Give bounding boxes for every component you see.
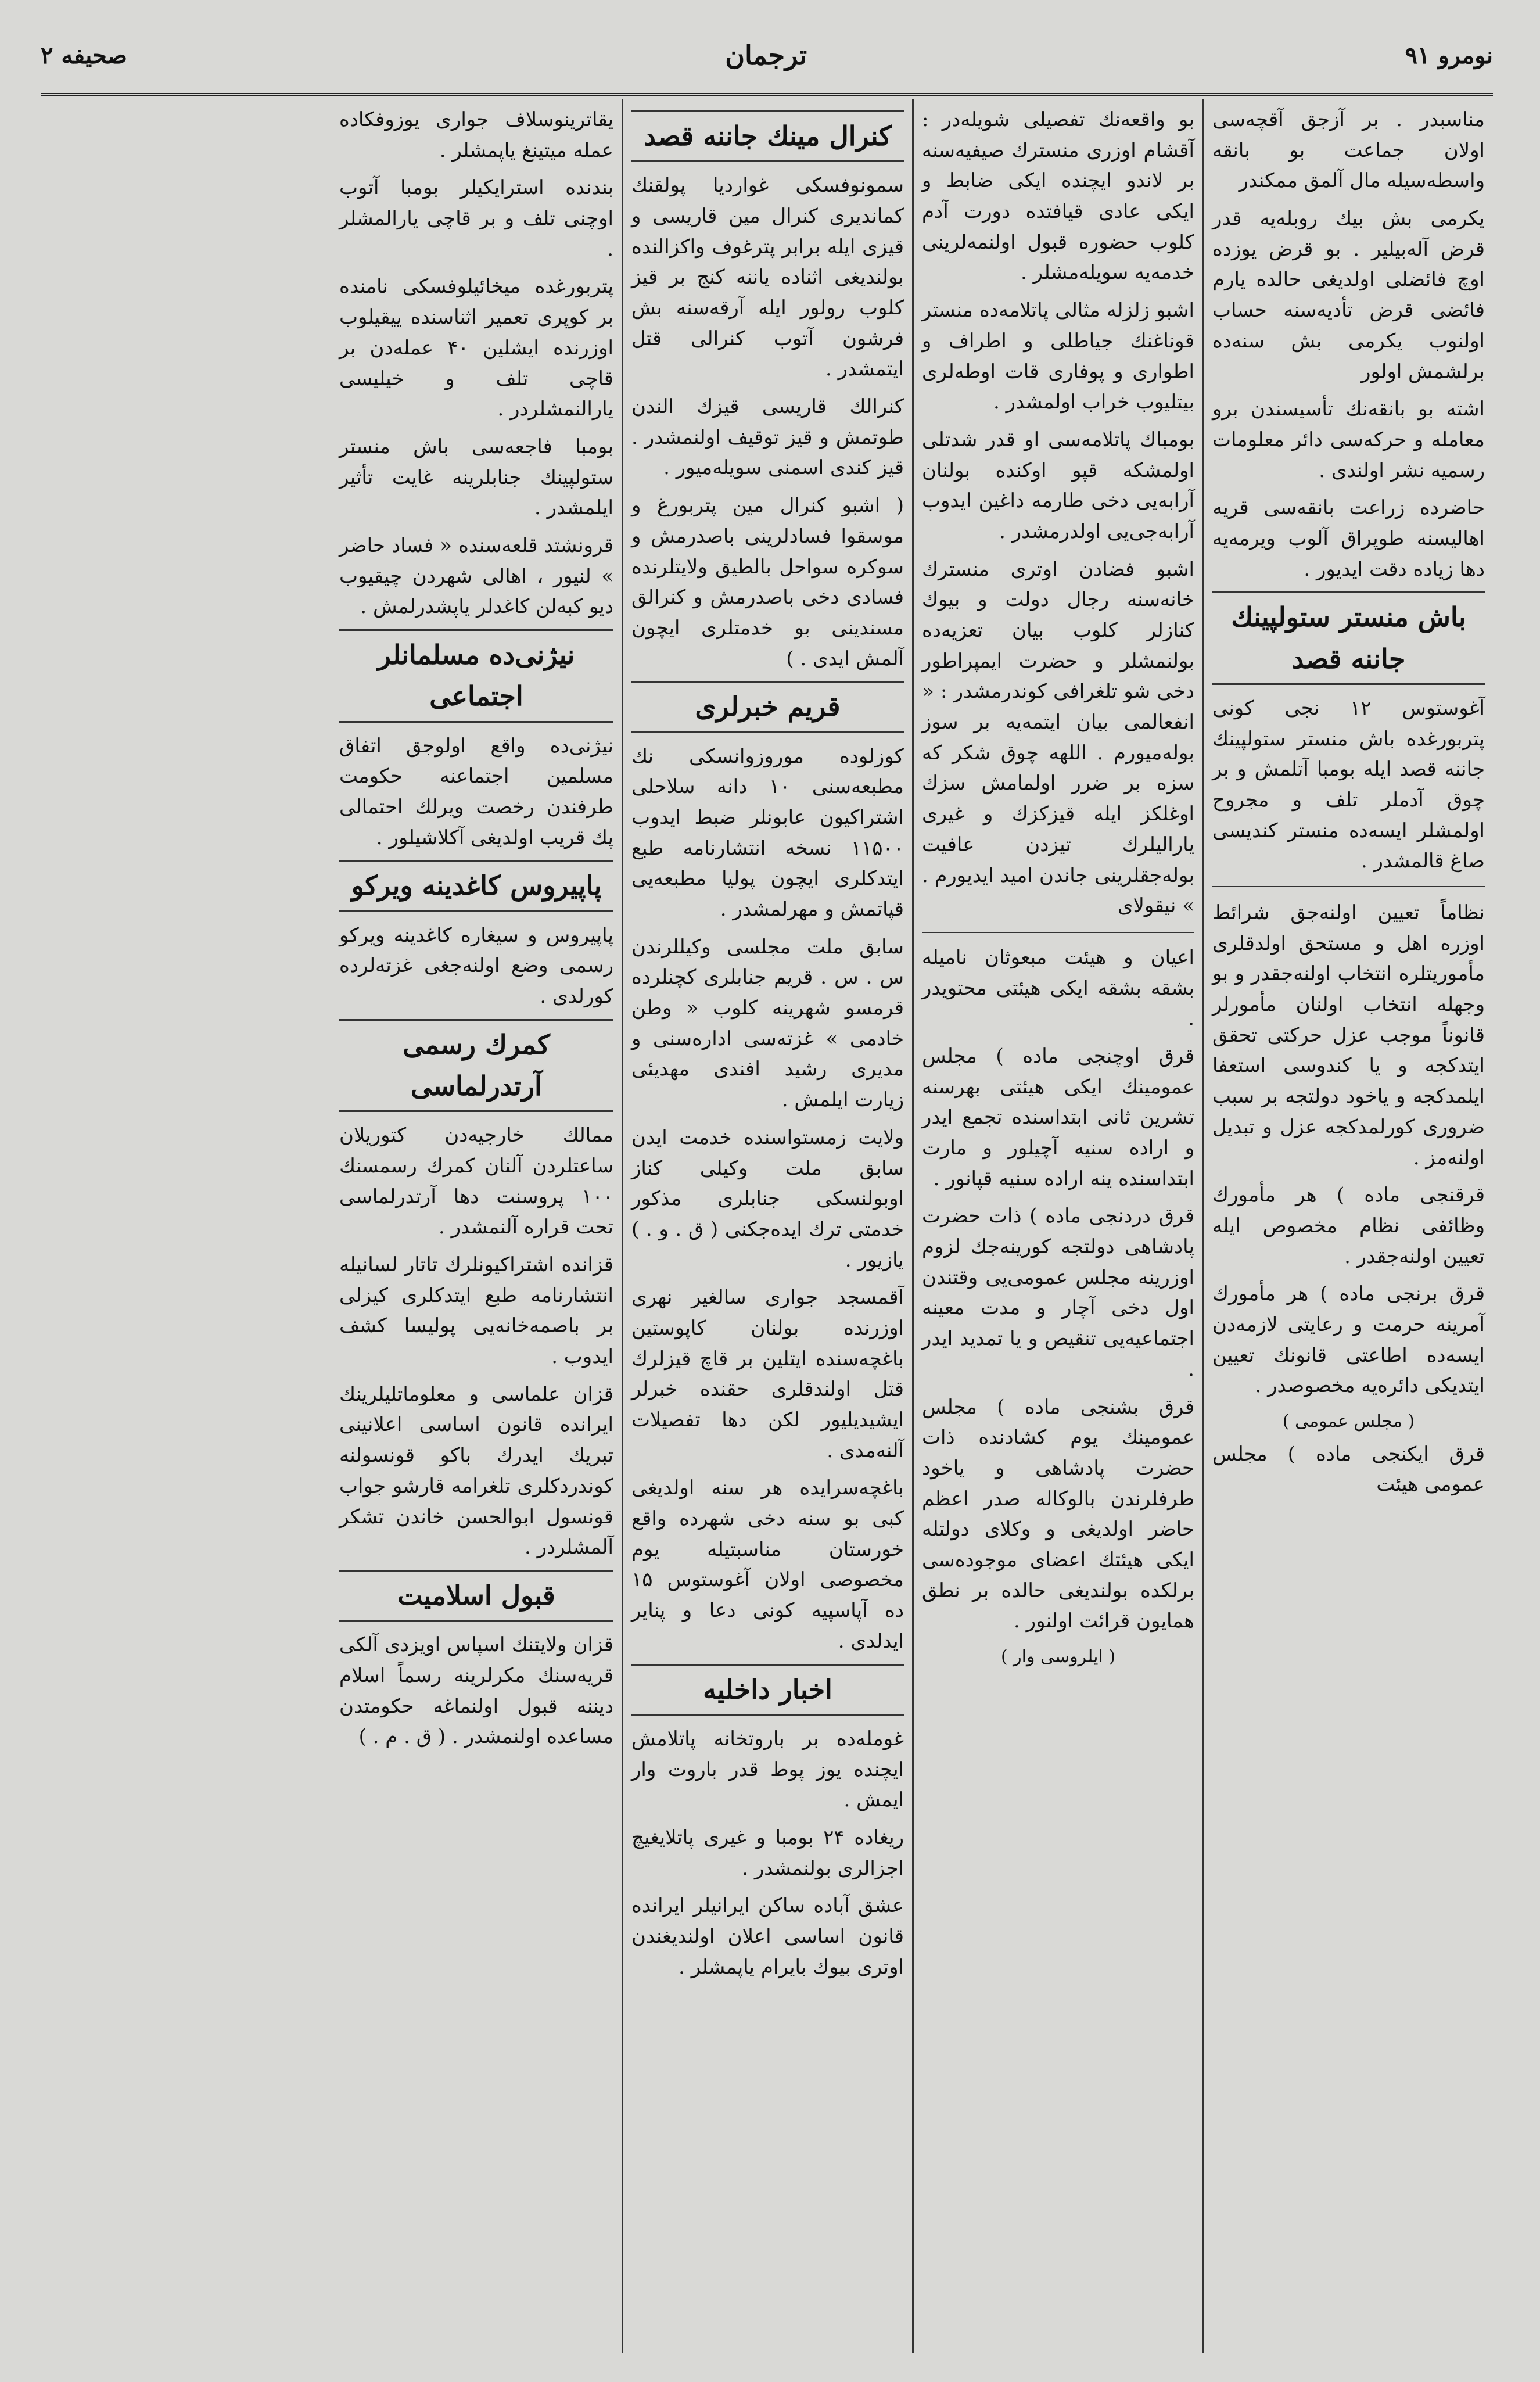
paragraph: ولایت زمستواسنده خدمت ایدن سابق ملت وکیلی کناز اوبولنسکی جنابلری مذکور خدمتی ترك ایده‌جکنی ( ق . و . ) یازیور .	[631, 1125, 904, 1272]
paragraph: اعیان و هیئت مبعوثان نامیله بشقه بشقه ایکی هیئتی محتویدر .	[922, 945, 1194, 1031]
paragraph: قرق ایکنجی ماده ) مجلس عمومی هیئت	[1212, 1442, 1485, 1497]
paragraph: نظاماً تعیین اولنه‌جق شرائط اوزره اهل و مستحق اولدقلری مأموریتلره انتخاب اولنه‌جقدر و بو وجهله انتخاب اولنان مأمورلر قانوناً موجب عزل حرکتی تحقق ایتدکجه و یا کندوسی استعفا ایلمدکجه و یاخود دولتجه بر سبب ضروری کورلمدکجه عزل و تبدیل اولنه‌مز .	[1212, 901, 1485, 1170]
paragraph: کوزلوده موروزوانسکی نك مطبعه‌سنی ۱۰ دانه سلاحلی اشتراکیون عابونلر ضبط ایدوب ۱۱۵۰۰ نسخه انتشارنامه طبع ایتدکلری ایچون پولیا مطبعه‌یی قپاتمش و مهرلمشدر .	[631, 744, 904, 921]
paragraph: قرونشتد قلعه‌سنده « فساد حاضر » لنیور ، اهالی شهردن چیقیوب دیو کبه‌لن کاغدلر یاپشدرلمش .	[339, 533, 613, 619]
paragraph: کنرالك قاریسی قیزك الندن طوتمش و قیز توقیف اولنمشدر . قیز کندی اسمنی سویله‌میور .	[631, 395, 904, 480]
paragraph: قرق بشنجی ماده ) مجلس عمومینك یوم کشادنده ذات حضرت پادشاهی و یاخود طرفلرندن بالوکاله صدر اعظم حاضر اولدیغی و وکلای دولتله ایکی هیئتك اعضای موجوده‌سی برلکده بولندیغی حالده بر نطق همایون قرائت اولنور .	[922, 1395, 1194, 1633]
paragraph: قرقنجی ماده ) هر مأمورك وظائفی نظام مخصوص ایله تعیین اولنه‌جقدر .	[1212, 1183, 1485, 1268]
page-number: صحیفه ۲	[41, 41, 127, 69]
paragraph: بومبا فاجعه‌سی باش منستر ستولپینك جنابلرینه غایت تأثیر ایلمشدر .	[339, 435, 613, 520]
divider	[922, 931, 1194, 933]
paragraph: سمونوفسکی غواردیا پولقنك کماندیری کنرال مین قاریسی و قیزی ایله برابر پترغوف واکزالنده بولندیغی اثناده یاننه کنج بر قیز کلوب رولور ایله آرقه‌سنه بش فرشون آتوب کنرالی قتل ایتمشدر .	[631, 174, 904, 381]
paragraph: آغوستوس ۱۲ نجی کونی پتربورغده باش منستر ستولپینك جاننه قصد ایله بومبا آتلمش و بر چوق آدملر تلف و مجروح اولمشلر ایسه‌ده منستر کندیسی صاغ قالمشدر .	[1212, 696, 1485, 873]
paragraph: قرق اوچنجی ماده ) مجلس عمومینك ایکی هیئتی بهرسنه تشرین ثانی ابتداسنده تجمع ایدر و اراده سنیه آچیلور و مارت ابتداسنده ینه اراده سنیه قپانور .	[922, 1044, 1194, 1190]
paragraph: قزانده اشتراکیونلرك تاتار لسانیله انتشارنامه طبع ایتدکلری کیزلی بر باصمه‌خانه‌یی پولیسا کشف ایدوب .	[339, 1253, 613, 1369]
article-title: کمرك رسمی آرتدرلماسی	[339, 1019, 613, 1113]
divider	[1212, 886, 1485, 888]
article-title: باش منستر ستولپینك جاننه قصد	[1212, 591, 1485, 685]
page-header	[41, 17, 1493, 96]
article-title: قریم خبرلری	[631, 681, 904, 733]
article-title: اخبار داخلیه	[631, 1664, 904, 1716]
continued-note: ( ایلروسی وار )	[1000, 1646, 1116, 1667]
article-title: پاپیروس کاغدینه ویرکو	[339, 860, 613, 912]
column-1	[1202, 99, 1493, 2353]
article-title: کنرال مینك جاننه قصد	[631, 110, 904, 162]
paragraph: غومله‌ده بر باروتخانه پاتلامش ایچنده یوز پوط قدر باروت وار ایمش .	[631, 1727, 904, 1812]
paragraph: بندنده استرایکیلر بومبا آتوب اوچنی تلف و بر قاچی یارالمشلر .	[339, 176, 613, 261]
column-4	[331, 99, 622, 2353]
paragraph: باغچه‌سرایده هر سنه اولدیغی کبی بو سنه دخی شهرده واقع خورستان مناسبتیله یوم مخصوصی اولان آغوستوس ۱۵ ده آپاسپیه کونی دعا و پنایر ایدلدی .	[631, 1476, 904, 1653]
paragraph: پتربورغده میخائیلوفسکی نامنده بر کوپری تعمیر اثناسنده ییقیلوب اوزرنده ایشلین ۴۰ عمله‌دن بر قاچی تلف و خیلیسی یارالنمشلردر .	[339, 275, 613, 421]
paragraph: عشق آباده ساکن ایرانیلر ایرانده قانون اساسی اعلان اولندیغندن اوتری بیوك بایرام یاپمشلر .	[631, 1894, 904, 1979]
paragraph: اشبو زلزله مثالی پاتلامه‌ده منستر قوناغنك جیاطلی و اطراف و اطواری و پوفاری قات اوطه‌لری بیتلیوب خراب اولمشدر .	[922, 299, 1194, 414]
paragraph: قزان علماسی و معلوماتلیلرینك ایرانده قانون اساسی اعلانینی تبریك ایدرك باکو قونسولنه کوندردکلری تلغرامه قارشو جواب قونسول ابوالحسن خاندن تشکر آلمشلردر .	[339, 1382, 613, 1559]
subheading: ( مجلس عمومی )	[1282, 1411, 1415, 1432]
issue-number: نومرو ۹۱	[1405, 41, 1493, 69]
columns	[41, 99, 1493, 2353]
paragraph: قزان ولایتنك اسپاس اویزدی آلکی قریه‌سنك مکرلرینه رسماً اسلام دیننه قبول اولنماغه حکومتدن مساعده اولنمشدر . ( ق . م . )	[339, 1633, 613, 1749]
paragraph: سابق ملت مجلسی وکیللرندن س . س . قریم جنابلری کچنلرده قرمسو شهرینه کلوب « وطن خادمی » غزته‌سی اداره‌سنی و مدیری رشید افندی مهدیئی زیارت ایلمش .	[631, 935, 904, 1112]
article-title: قبول اسلامیت	[339, 1570, 613, 1622]
paragraph: حاضرده زراعت بانقه‌سی قریه اهالیسنه طوپراق آلوب ویرمه‌یه دها زیاده دقت ایدیور .	[1212, 496, 1485, 581]
paragraph: قرق برنجی ماده ) هر مأمورك آمرینه حرمت و رعایتی لازمه‌دن ایسه‌ده اطاعتی قانونك تعیین ایتدیکی دائره‌یه مخصوصدر .	[1212, 1282, 1485, 1398]
paragraph: قرق دردنجی ماده ) ذات حضرت پادشاهی دولتجه کورینه‌جك لزوم اوزرینه مجلس عمومی‌یی وقتندن اول دخی آچار و مدت معینه اجتماعیه‌یی تنقیص و یا تمدید ایدر .	[922, 1204, 1194, 1381]
paragraph: ( اشبو کنرال مین پتربورغ و موسقوا فسادلرینی باصدرمش و سوکره سواحل بالطیق ولایتلرنده فسادی دخی باصدرمش و کنرالق مسندینی بو خدمتلری ایچون آلمش ایدی . )	[631, 494, 904, 670]
column-2	[912, 99, 1202, 2353]
paragraph: بو واقعه‌نك تفصیلی شویله‌در : آقشام اوزری منسترك صیفیه‌سنه بر لاندو ایچنده ایکی ضابط و ایکی عادی قیافتده دورت آدم کلوب حضوره قبول اولنمه‌لرینی خدمه‌یه سویله‌مشلر .	[922, 108, 1194, 285]
paragraph: آقمسجد جواری سالغیر نهری اوزرنده بولنان کاپوستین باغچه‌سنده ایتلین بر قاچ قیزلرك قتل اولندقلری حقنده خبرلر ایشیدیلیور لکن دها تفصیلات آلنه‌مدی .	[631, 1286, 904, 1462]
paragraph: پاپیروس و سیغاره کاغدینه ویرکو رسمی وضع اولنه‌جغی غزته‌لرده کورلدی .	[339, 923, 613, 1009]
paragraph: ممالك خارجیه‌دن کتوریلان ساعتلردن آلنان کمرك رسمسنك ۱۰۰ پروسنت دها آرتدرلماسی تحت قراره آلنمشدر .	[339, 1124, 613, 1239]
paragraph: نیژنی‌ده واقع اولوجق اتفاق مسلمین اجتماعنه حکومت طرفندن رخصت ویرلك احتمالی پك قریب اولدیغی آکلاشیلور .	[339, 734, 613, 849]
paragraph: بومباك پاتلامه‌سی او قدر شدتلی اولمشکه قپو اوکنده بولنان آرابه‌یی دخی طارمه داغین ایدوب آرابه‌جی‌یی اولدرمشدر .	[922, 428, 1194, 543]
paragraph: مناسبدر . بر آزجق آقچه‌سی اولان جماعت بو بانقه واسطه‌سیله مال آلمق ممکندر	[1212, 108, 1485, 193]
paragraph: یقاترینوسلاف جواری یوزوفکاده عمله میتینغ یاپمشلر .	[339, 108, 613, 162]
paragraph: اشبو فضادن اوتری منسترك خانه‌سنه رجال دولت و بیوك کنازلر کلوب بیان تعزیه‌ده بولنمشلر و حضرت ایمپراطور دخی شو تلغرافی کوندرمشدر : « انفعالمی بیان ایتمه‌یه بر سوز بوله‌میورم . اللهه چوق شکر که سزه بر ضرر اولمامش سزك اوغلکز ایله قیزکزك و غیری یارالیلرك تیزدن عافیت بوله‌جقلرینی جاندن امید ایدیورم . » نیقولای	[922, 557, 1194, 918]
masthead: ترجمان	[725, 40, 807, 71]
column-3	[622, 99, 912, 2353]
article-title: نیژنی‌ده مسلمانلر اجتماعی	[339, 629, 613, 723]
paragraph: اشته بو بانقه‌نك تأسیسندن برو معامله و حرکه‌سی دائر معلومات رسمیه نشر اولندی .	[1212, 397, 1485, 482]
paragraph: ریغاده ۲۴ بومبا و غیری پاتلایغیچ اجزالری بولنمشدر .	[631, 1825, 904, 1880]
paragraph: یکرمی بش بیك روبله‌یه قدر قرض آله‌بیلیر . بو قرض یوزده اوچ فائضلی اولدیغی حالده یارم فائضی قرض تأدیه‌سنه حساب اولنوب یکرمی بش سنه‌ده برلشمش اولور	[1212, 207, 1485, 383]
